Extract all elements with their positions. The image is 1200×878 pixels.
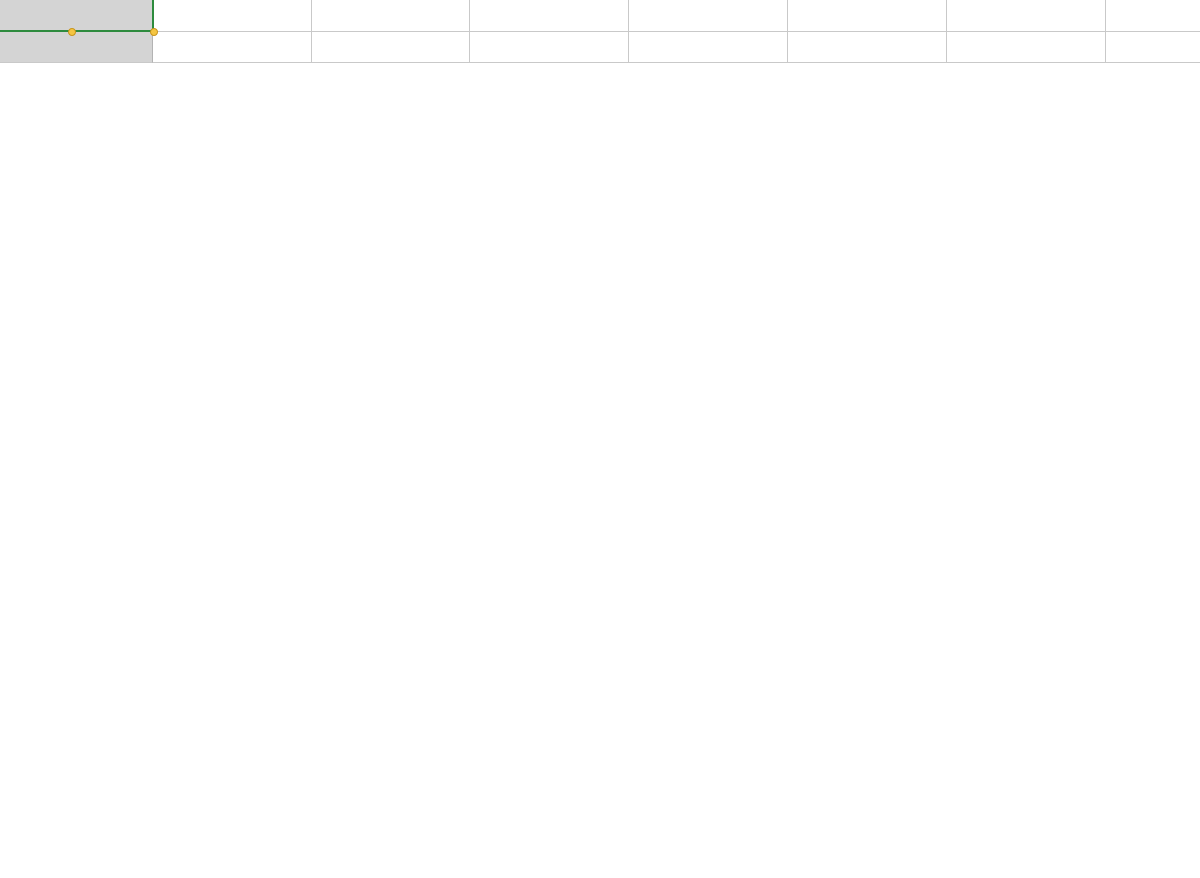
selection-handle[interactable] [68,28,76,36]
empty-cell[interactable] [1106,0,1200,32]
empty-cell[interactable] [947,0,1106,32]
header-start-date[interactable] [947,32,1106,63]
selection-handle[interactable] [150,28,158,36]
empty-cell[interactable] [312,0,470,32]
title-cell[interactable] [0,0,153,32]
header-class-name[interactable] [153,32,312,63]
header-activity[interactable] [0,32,153,63]
header-end-time[interactable] [629,32,788,63]
header-end-date[interactable] [1106,32,1200,63]
empty-cell[interactable] [153,0,312,32]
header-row [0,32,1200,63]
title-row [0,0,1200,32]
header-days[interactable] [312,32,470,63]
header-location[interactable] [788,32,947,63]
empty-cell[interactable] [470,0,629,32]
empty-cell[interactable] [629,0,788,32]
empty-cell[interactable] [788,0,947,32]
header-start-time[interactable] [470,32,629,63]
